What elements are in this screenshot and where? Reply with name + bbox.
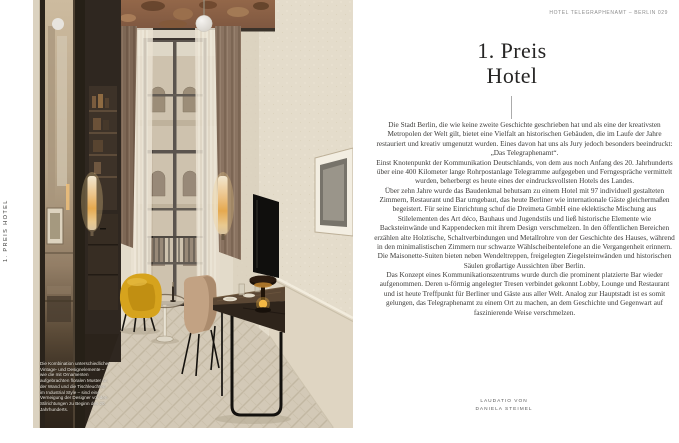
picture-frame xyxy=(315,148,353,236)
drinking-glass xyxy=(239,284,245,295)
candlestick xyxy=(172,286,174,301)
paragraph: Das Konzept eines Kommunikationszentrums wurde durch die prominent platzierte Bar wieder aufgenommen. Deren u-förmig angelegter Tresen verbindet gekonnt Lobby, Lounge und Restaurant und ist heute Treffpunkt für Berliner und Gäste aus aller Welt. Analog zur Hauptstadt ist es somit gelungen, das Telegraphenamt zu einem Ort zu machen, an dem Geschichte und Gegenwart auf faszinierende Weise verschmelzen. xyxy=(379,271,670,317)
spine-label: 1. PREIS HOTEL xyxy=(3,199,9,263)
page-title-line2: Hotel xyxy=(486,62,538,88)
footer-credit xyxy=(368,398,640,413)
pendant-reflection xyxy=(52,18,64,30)
plate xyxy=(243,294,255,298)
footer-credit-label: LAUDATIO VON xyxy=(480,399,528,404)
paragraph: Über zehn Jahre wurde das Baudenkmal behutsam zu einem Hotel mit 97 individuell gestalteten Zimmern, Restaurant und Bar umgebaut, das heute Berliner wie internationale Gäste gleichermaßen begeistert. Für seine Einrichtung schuf die Dreimeta GmbH eine eklektische Mischung aus Stilelementen des Art déco, Bauhaus und Jugendstils und ließ historische Elemente wie Backsteinwände und Kappendecken mit ihrem Design verschmelzen. In den öffentlichen Bereichen erzählen alte Holztische, Schaltverbindungen und Metallrohre von der Geschichte des Hauses, während in den minimalistischen Zimmern nur schwarze Wählscheibentelefone an die Vergangenheit erinnern. Die Maisonette-Suiten bieten neben Wendeltreppen, freigelegten Ziegelsteinwänden und historischen Säulen großartige Aussichten über Berlin. xyxy=(374,186,675,270)
photo-caption: Die Kombination unterschiedlicher Vintage- und Designelemente – wie die mit Ornamenten aufgebrachten floralen Muster an der Wand und die Tischleuchten im Industrial Style – sind eine Verneigung der Designer vor den Stilrichtungen zu Beginn des 20. Jahrhunderts. xyxy=(40,361,110,412)
laudatio-body xyxy=(374,121,675,318)
page-title xyxy=(372,39,652,88)
paragraph: Die Stadt Berlin, die wie keine zweite Geschichte geschrieben hat und als eine der kreativsten Metropolen der Welt gilt, bietet eine Vielfalt an historischen Gebäuden, die im Laufe der Jahre restauriert und kreativ umgenutzt wurden. Eines davon hat uns als Jury jedoch besonders beeindruckt: „Das Telegraphenamt“. xyxy=(376,121,673,158)
footer-credit-name: DANIELA STEIMEL xyxy=(475,406,533,412)
page-title-line1: 1. Preis xyxy=(477,38,547,63)
title-divider xyxy=(511,96,512,119)
sheer-curtains xyxy=(131,28,221,306)
paragraph: Einst Knotenpunkt der Kommunikation Deutschlands, von dem aus noch Anfang des 20. Jahrhunderts über eine 400 Kilometer lange Rohrpostanlage Telegramme aufgegeben und Ferngespräche vermittelt wurden, beherbergt es heute eines der eindrucksvollsten Hotels des Landes. xyxy=(376,158,673,186)
running-header: HOTEL TELEGRAPHENAMT – BERLIN 029 xyxy=(549,10,668,16)
wall-tv xyxy=(253,194,279,278)
